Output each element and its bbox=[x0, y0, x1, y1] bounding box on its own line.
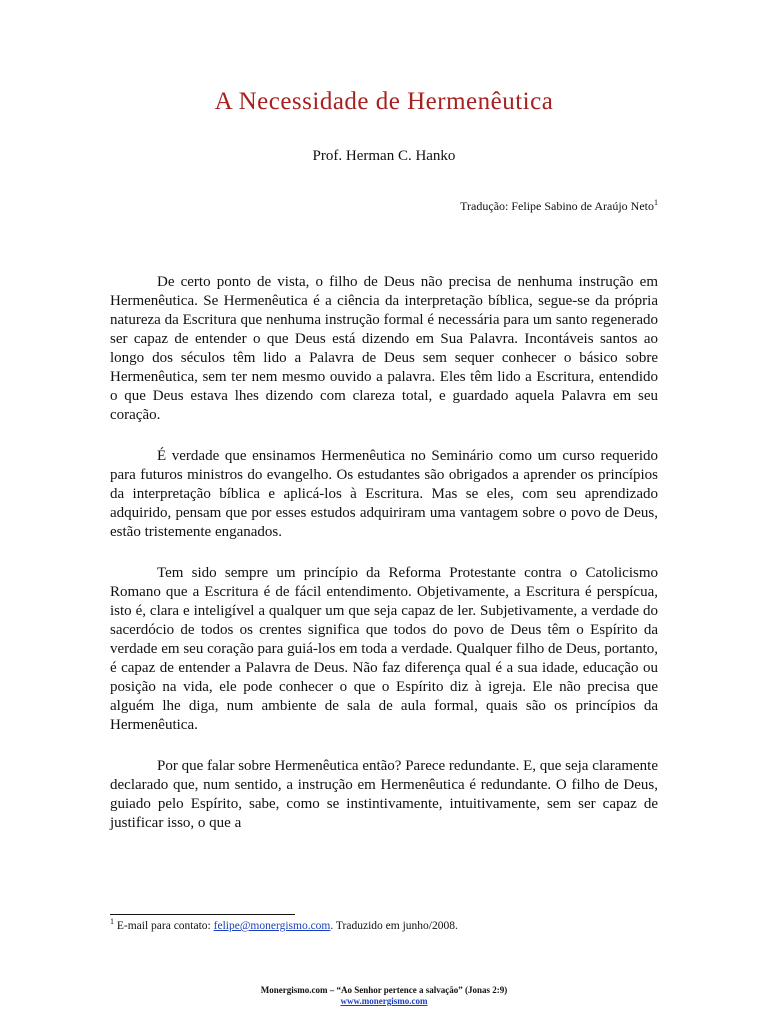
footnote bbox=[110, 917, 458, 932]
author-name: Prof. Herman C. Hanko bbox=[312, 148, 456, 164]
footnote-reference-mark: 1 bbox=[654, 198, 658, 207]
paragraph: Por que falar sobre Hermenêutica então? Parece redundante. E, que seja claramente declarado que, num sentido, a instrução em Hermenêutica é redundante. O filho de Deus, guiado pelo Espírito, sabe, como se instintivamente, intuitivamente, sem ser capaz de justificar isso, o que a bbox=[110, 758, 658, 831]
page-footer bbox=[0, 985, 768, 1007]
paragraph: É verdade que ensinamos Hermenêutica no Seminário como um curso requerido para futuros ministros do evangelho. Os estudantes são obrigados a aprender os princípios da interpretação bíblica e aplicá-los à Escritura. Mas se eles, com seu aprendizado adquirido, pensam que por esses estudos adquiriram uma vantagem sobre o povo de Deus, estão tristemente enganados. bbox=[110, 448, 658, 540]
paragraph: Tem sido sempre um princípio da Reforma Protestante contra o Catolicismo Romano que a Escritura é de fácil entendimento. Objetivamente, a Escritura é perspícua, isto é, clara e inteligível a qualquer um que seja capaz de ler. Subjetivamente, a verdade do sacerdócio de todos os crentes significa que todos do povo de Deus têm o Espírito da verdade em seu coração para guiá-los em toda a verdade. Qualquer filho de Deus, portanto, é capaz de entender a Palavra de Deus. Não faz diferença qual é a sua idade, educação ou posição na vida, ele pode conhecer o que o Espírito diz à igreja. Ele não precisa que alguém lhe diga, num ambiente de sala de aula formal, quais são os princípios da Hermenêutica. bbox=[110, 565, 658, 733]
paragraph: De certo ponto de vista, o filho de Deus não precisa de nenhuma instrução em Hermenêutica. Se Hermenêutica é a ciência da interpretação bíblica, segue-se da própria natureza da Escritura que nenhuma instrução formal é necessária para um santo regenerado ser capaz de entender o que Deus está dizendo em Sua Palavra. Incontáveis santos ao longo dos séculos têm lido a Palavra de Deus sem sequer conhecer o básico sobre Hermenêutica, sem ter nem mesmo ouvido a palavra. Eles têm lido a Escritura, entendido o que Deus estava lhes dizendo com clareza total, e guardado aquela Palavra em seu coração. bbox=[110, 274, 658, 423]
footnote-suffix: . Traduzido em junho/2008. bbox=[330, 920, 458, 932]
body-text bbox=[110, 273, 658, 833]
footnote-email-link[interactable]: felipe@monergismo.com bbox=[213, 920, 331, 932]
translation-text: Tradução: Felipe Sabino de Araújo Neto bbox=[460, 199, 654, 213]
footnote-divider bbox=[110, 914, 295, 915]
document-title: A Necessidade de Hermenêutica bbox=[214, 88, 554, 115]
translation-credit bbox=[460, 199, 658, 214]
footnote-mark: 1 bbox=[110, 917, 114, 927]
footnote-prefix: E-mail para contato: bbox=[114, 920, 214, 932]
footer-url-link[interactable]: www.monergismo.com bbox=[340, 996, 428, 1006]
footer-motto: Monergismo.com – “Ao Senhor pertence a salvação” (Jonas 2:9) bbox=[260, 985, 508, 995]
